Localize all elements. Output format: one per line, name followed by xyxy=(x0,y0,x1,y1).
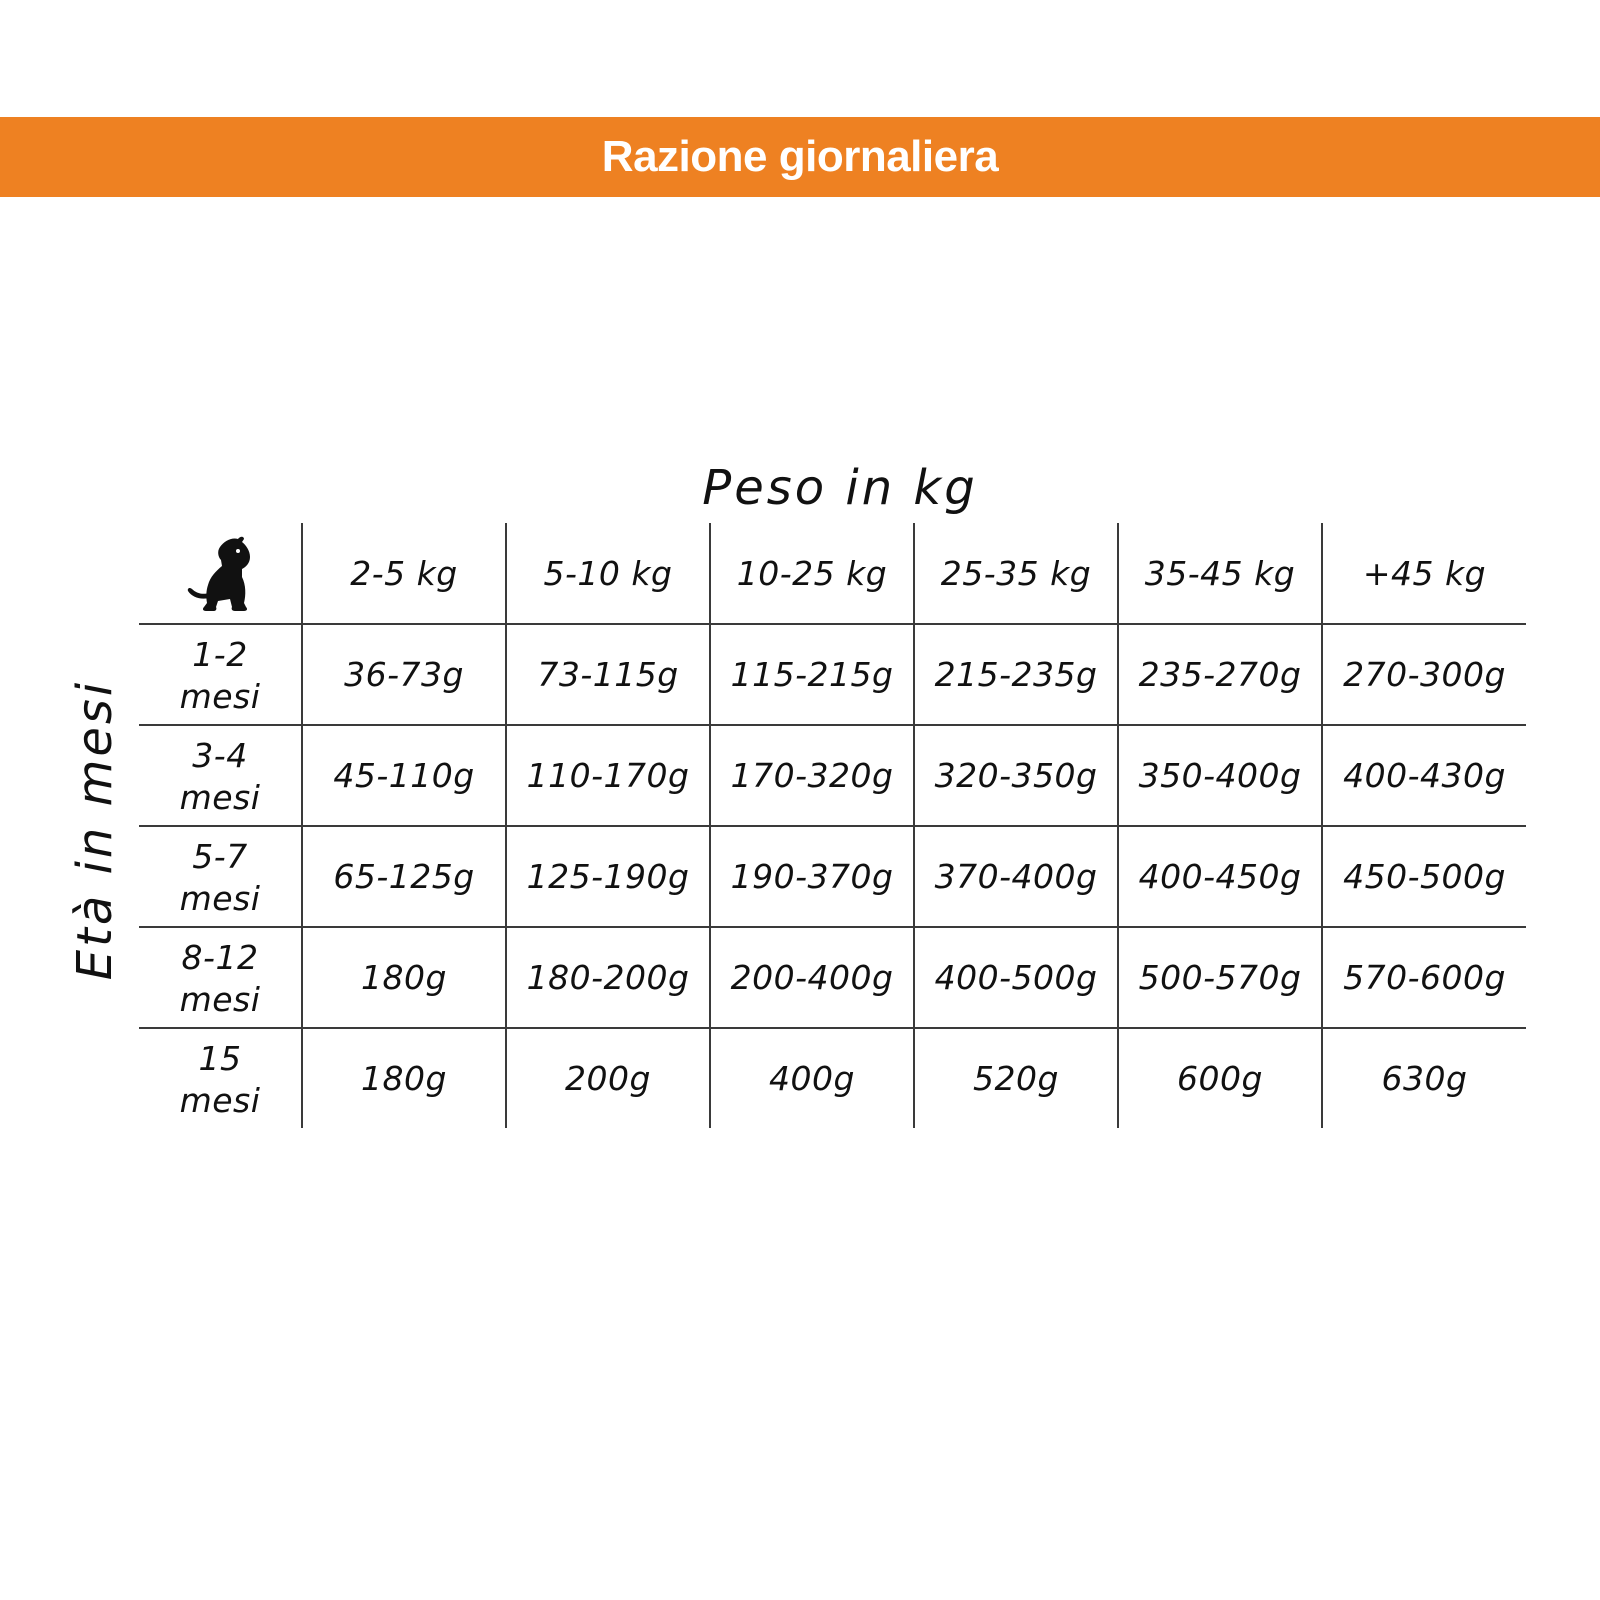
age-cell xyxy=(139,927,302,1028)
ration-table xyxy=(139,523,1526,1128)
ration-cell: 400-500g xyxy=(914,927,1118,1028)
ration-cell: 190-370g xyxy=(710,826,914,927)
ration-cell: 400g xyxy=(710,1028,914,1128)
corner-cell xyxy=(139,523,302,624)
ration-cell: 125-190g xyxy=(506,826,710,927)
ration-cell: 180-200g xyxy=(506,927,710,1028)
age-unit: mesi xyxy=(179,777,261,817)
table-row xyxy=(139,725,1526,826)
age-cell xyxy=(139,1028,302,1128)
header-banner xyxy=(0,117,1600,197)
age-cell xyxy=(139,725,302,826)
weight-col-header: 25-35 kg xyxy=(914,523,1118,624)
age-cell xyxy=(139,826,302,927)
banner-title: Razione giornaliera xyxy=(601,132,999,181)
weight-col-header: 35-45 kg xyxy=(1118,523,1322,624)
age-unit: mesi xyxy=(179,676,261,716)
ration-cell: 400-450g xyxy=(1118,826,1322,927)
age-unit: mesi xyxy=(179,1080,261,1120)
ration-cell: 370-400g xyxy=(914,826,1118,927)
table-row xyxy=(139,927,1526,1028)
age-range: 3-4 xyxy=(192,735,248,775)
ration-cell: 45-110g xyxy=(302,725,506,826)
ration-cell: 36-73g xyxy=(302,624,506,725)
ration-cell: 350-400g xyxy=(1118,725,1322,826)
age-axis-label: Età in mesi xyxy=(67,679,123,981)
ration-cell: 115-215g xyxy=(710,624,914,725)
weight-col-header: 10-25 kg xyxy=(710,523,914,624)
ration-cell: 215-235g xyxy=(914,624,1118,725)
ration-cell: 270-300g xyxy=(1322,624,1526,725)
ration-cell: 600g xyxy=(1118,1028,1322,1128)
ration-cell: 180g xyxy=(302,927,506,1028)
ration-cell: 235-270g xyxy=(1118,624,1322,725)
weight-col-header: +45 kg xyxy=(1322,523,1526,624)
age-unit: mesi xyxy=(179,979,261,1019)
ration-cell: 180g xyxy=(302,1028,506,1128)
ration-cell: 450-500g xyxy=(1322,826,1526,927)
ration-cell: 200-400g xyxy=(710,927,914,1028)
ration-cell: 500-570g xyxy=(1118,927,1322,1028)
age-range: 15 xyxy=(198,1038,242,1078)
ration-cell: 170-320g xyxy=(710,725,914,826)
ration-cell: 110-170g xyxy=(506,725,710,826)
weight-axis-label: Peso in kg xyxy=(702,460,978,516)
age-cell xyxy=(139,624,302,725)
table-row xyxy=(139,1028,1526,1128)
ration-cell: 200g xyxy=(506,1028,710,1128)
age-unit: mesi xyxy=(179,878,261,918)
weight-col-header: 2-5 kg xyxy=(302,523,506,624)
dog-icon xyxy=(139,533,301,613)
ration-cell: 73-115g xyxy=(506,624,710,725)
age-range: 1-2 xyxy=(192,634,248,674)
ration-cell: 65-125g xyxy=(302,826,506,927)
weight-col-header: 5-10 kg xyxy=(506,523,710,624)
age-range: 5-7 xyxy=(192,836,248,876)
ration-cell: 320-350g xyxy=(914,725,1118,826)
ration-cell: 400-430g xyxy=(1322,725,1526,826)
ration-cell: 570-600g xyxy=(1322,927,1526,1028)
age-range: 8-12 xyxy=(181,937,259,977)
table-row xyxy=(139,624,1526,725)
ration-cell: 520g xyxy=(914,1028,1118,1128)
ration-cell: 630g xyxy=(1322,1028,1526,1128)
table-row xyxy=(139,826,1526,927)
table-header-row xyxy=(139,523,1526,624)
